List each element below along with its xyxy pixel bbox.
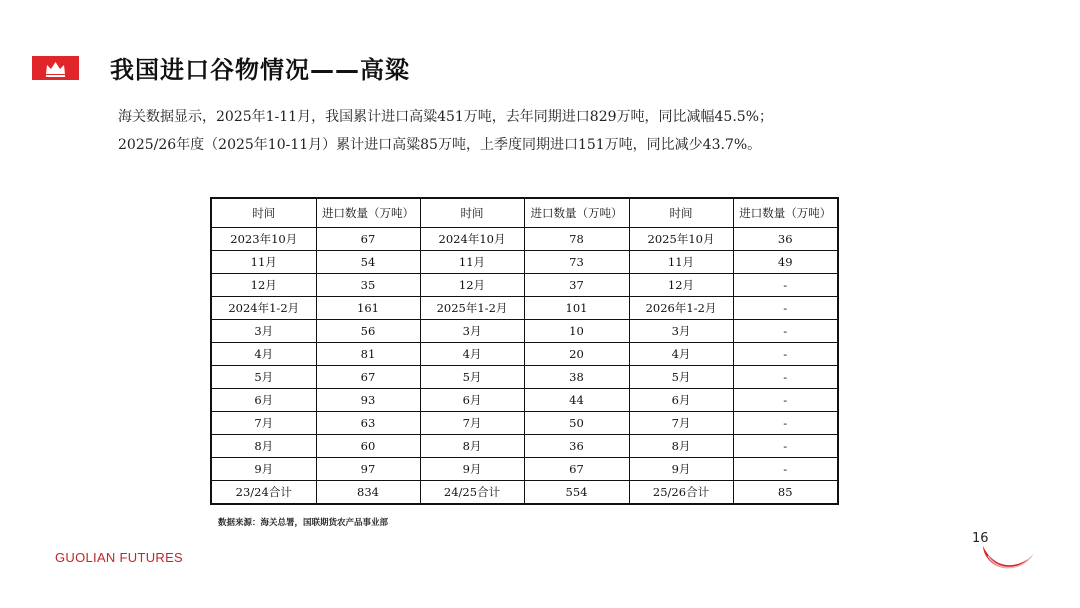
table-cell: 97 [316, 458, 420, 481]
table-header-row [211, 198, 838, 228]
table-cell: 7月 [211, 412, 316, 435]
table-cell: 3月 [211, 320, 316, 343]
table-cell: 50 [524, 412, 629, 435]
table-cell: - [733, 366, 838, 389]
table-cell: 9月 [629, 458, 733, 481]
summary-line-2: 2025/26年度（2025年10-11月）累计进口高粱85万吨，上季度同期进口151万吨，同比减少43.7%。 [118, 137, 762, 153]
table-cell: 161 [316, 297, 420, 320]
table-cell: 20 [524, 343, 629, 366]
table-row [211, 366, 838, 389]
table-cell: 78 [524, 228, 629, 251]
table-cell: 3月 [420, 320, 524, 343]
table-cell: 3月 [629, 320, 733, 343]
table-cell: 6月 [629, 389, 733, 412]
table-cell: 7月 [629, 412, 733, 435]
table-cell: 2026年1-2月 [629, 297, 733, 320]
column-header: 时间 [629, 198, 733, 228]
table-row [211, 251, 838, 274]
table-cell: 12月 [420, 274, 524, 297]
column-header: 进口数量（万吨） [524, 198, 629, 228]
table-row [211, 435, 838, 458]
table-cell: 5月 [211, 366, 316, 389]
table-row [211, 412, 838, 435]
table-cell: 37 [524, 274, 629, 297]
table-cell: 7月 [420, 412, 524, 435]
table-cell: 834 [316, 481, 420, 505]
table-cell: 6月 [420, 389, 524, 412]
table-cell: 554 [524, 481, 629, 505]
table-row [211, 389, 838, 412]
table-cell: - [733, 389, 838, 412]
table-cell: 12月 [211, 274, 316, 297]
table-cell: 56 [316, 320, 420, 343]
page-title: 我国进口谷物情况——高粱 [110, 56, 410, 84]
table-cell: 4月 [211, 343, 316, 366]
table-cell: 60 [316, 435, 420, 458]
table-row [211, 274, 838, 297]
table-cell: 2024年10月 [420, 228, 524, 251]
table-cell: 2025年1-2月 [420, 297, 524, 320]
table-cell: 36 [733, 228, 838, 251]
table-cell: 2025年10月 [629, 228, 733, 251]
table-cell: 63 [316, 412, 420, 435]
table-cell: 8月 [420, 435, 524, 458]
column-header: 进口数量（万吨） [733, 198, 838, 228]
table-row [211, 458, 838, 481]
table-total-row [211, 481, 838, 505]
table-cell: 44 [524, 389, 629, 412]
table-row [211, 320, 838, 343]
summary-line-1: 海关数据显示，2025年1-11月，我国累计进口高粱451万吨，去年同期进口829万吨，同比减幅45.5%； [118, 109, 773, 125]
table-cell: 4月 [420, 343, 524, 366]
table-cell: 67 [316, 228, 420, 251]
table-cell: 10 [524, 320, 629, 343]
data-source-note: 数据来源：海关总署，国联期货农产品事业部 [218, 518, 389, 528]
table-cell: 2023年10月 [211, 228, 316, 251]
table-cell: 11月 [420, 251, 524, 274]
table-cell: 73 [524, 251, 629, 274]
table-cell: 67 [316, 366, 420, 389]
table-cell: 25/26合计 [629, 481, 733, 505]
table-cell: - [733, 343, 838, 366]
table-cell: 85 [733, 481, 838, 505]
table-cell: 23/24合计 [211, 481, 316, 505]
table-cell: 67 [524, 458, 629, 481]
table-cell: 38 [524, 366, 629, 389]
table-cell: 49 [733, 251, 838, 274]
table-cell: - [733, 274, 838, 297]
column-header: 时间 [211, 198, 316, 228]
column-header: 时间 [420, 198, 524, 228]
column-header: 进口数量（万吨） [316, 198, 420, 228]
table-cell: 36 [524, 435, 629, 458]
table-cell: 24/25合计 [420, 481, 524, 505]
table-cell: 5月 [629, 366, 733, 389]
table-cell: 81 [316, 343, 420, 366]
table-cell: 8月 [629, 435, 733, 458]
crown-logo-box [32, 56, 79, 80]
table-cell: - [733, 320, 838, 343]
table-cell: 11月 [211, 251, 316, 274]
brand-footer: GUOLIAN FUTURES [55, 550, 184, 565]
table-cell: - [733, 435, 838, 458]
table-cell: 4月 [629, 343, 733, 366]
table-cell: 5月 [420, 366, 524, 389]
table-cell: 93 [316, 389, 420, 412]
table-cell: - [733, 297, 838, 320]
table-row [211, 297, 838, 320]
table-row [211, 343, 838, 366]
crown-icon [32, 56, 79, 80]
table-cell: 9月 [420, 458, 524, 481]
table-cell: 54 [316, 251, 420, 274]
table-cell: 11月 [629, 251, 733, 274]
table-cell: - [733, 412, 838, 435]
page-number: 16 [972, 531, 989, 546]
sorghum-import-table [210, 197, 839, 505]
table-cell: 9月 [211, 458, 316, 481]
table-cell: 6月 [211, 389, 316, 412]
summary-text [118, 103, 878, 159]
table-cell: 2024年1-2月 [211, 297, 316, 320]
table-cell: 35 [316, 274, 420, 297]
table-cell: - [733, 458, 838, 481]
table-cell: 12月 [629, 274, 733, 297]
swoosh-icon [978, 540, 1038, 580]
table-cell: 101 [524, 297, 629, 320]
table-cell: 8月 [211, 435, 316, 458]
table-row [211, 228, 838, 251]
